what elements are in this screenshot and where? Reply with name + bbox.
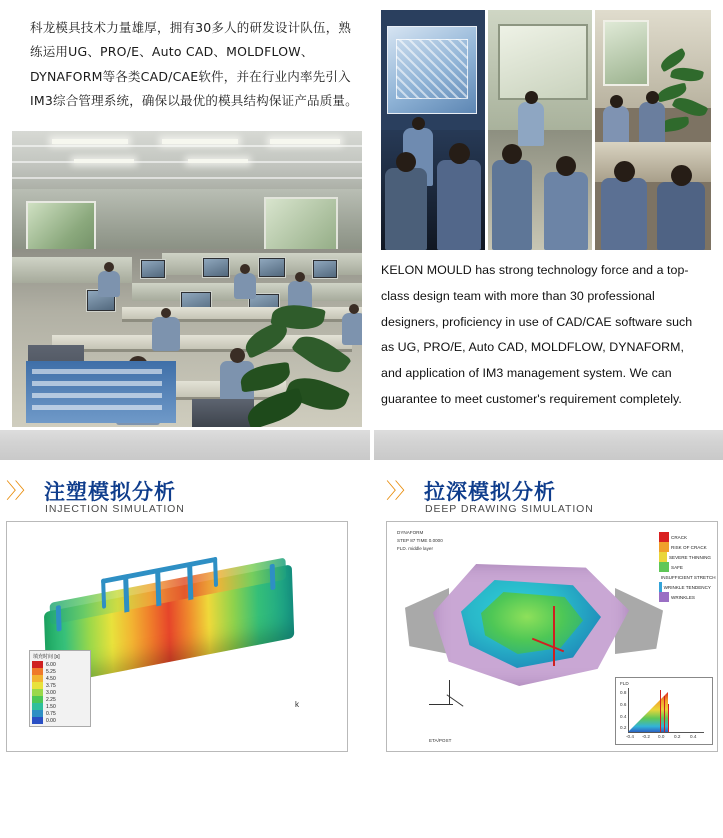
section-heading-injection	[6, 476, 346, 520]
scale-label: CRACK	[671, 534, 688, 540]
legend-value: 2.25	[46, 696, 56, 703]
legend-row	[32, 710, 88, 717]
ceiling-line	[12, 177, 362, 179]
fld-x-tick: 0.4	[690, 734, 697, 739]
intro-paragraph-chinese: 科龙模具技术力量雄厚，拥有30多人的研发设计队伍，熟练运用UG、PRO/E、Auto CAD、MOLDFLOW、DYNAFORM等各类CAD/CAE软件，并在行业内率先引入IM3综合管理系统，确保以最优的模具结构保证产品质量。	[30, 20, 358, 109]
ceiling-light	[270, 139, 340, 144]
scale-row	[659, 582, 711, 592]
section-title-en: DEEP DRAWING SIMULATION	[425, 503, 594, 515]
fld-region	[628, 692, 668, 732]
projection-presentation-photo	[381, 10, 485, 250]
projection-screen	[387, 26, 477, 114]
person	[152, 317, 180, 351]
stacked-documents	[26, 361, 176, 423]
scale-label: RISK OF CRACK	[671, 544, 707, 550]
legend-row	[32, 703, 88, 710]
ceiling-light	[52, 139, 128, 144]
scale-row	[659, 532, 711, 542]
meeting-table	[595, 142, 711, 182]
fill-time-legend	[29, 650, 91, 727]
fld-y-tick: 0.8	[620, 690, 627, 695]
injection-simulation-figure	[6, 521, 348, 752]
fld-x-tick: -0.2	[642, 734, 650, 739]
fld-color-scale	[659, 532, 716, 602]
runner-rail	[213, 557, 218, 588]
scale-row	[659, 572, 716, 582]
side-rail	[56, 605, 62, 632]
header-line-2: STEP 87 TIME 0.0000	[397, 538, 443, 543]
fld-x-tick: -0.4	[626, 734, 634, 739]
fld-data-spike	[668, 704, 669, 732]
fld-x-tick: 0.2	[674, 734, 681, 739]
chevron-right-icon: 〉〉	[386, 479, 414, 503]
monitor	[258, 257, 286, 278]
ceiling-light	[74, 159, 134, 163]
fld-diagram	[615, 677, 713, 745]
legend-row	[32, 668, 88, 675]
crack-indicator	[553, 606, 555, 666]
chevron-right-icon: 〉〉	[6, 479, 34, 503]
section-heading-deep-drawing	[386, 476, 716, 520]
legend-row	[32, 675, 88, 682]
fld-x-tick: 0.0	[658, 734, 665, 739]
coordinate-axis-icon	[429, 680, 471, 722]
legend-value: 3.00	[46, 689, 56, 696]
footer-label: ETA/POST	[429, 738, 452, 743]
ceiling-light	[188, 159, 248, 163]
person	[385, 168, 427, 250]
header-line-1: DYNAFORM	[397, 530, 424, 535]
scale-label: INSUFFICIENT STRETCH	[661, 574, 716, 580]
legend-title: 填充时间 [s]	[33, 654, 60, 660]
divider-band-right	[374, 430, 723, 460]
office-workspace-photo	[12, 131, 362, 427]
fld-title: FLD	[620, 681, 629, 686]
fld-y-tick: 0.2	[620, 725, 627, 730]
legend-value: 1.50	[46, 703, 56, 710]
section-title-cn: 注塑模拟分析	[44, 480, 176, 504]
legend-row	[32, 682, 88, 689]
scale-row	[659, 542, 711, 552]
person-standing	[518, 102, 544, 146]
fld-data-spike	[660, 690, 661, 732]
legend-value: 0.75	[46, 710, 56, 717]
scale-label: WRINKLES	[671, 594, 695, 600]
section-title-en: INJECTION SIMULATION	[45, 503, 185, 515]
deep-drawing-simulation-figure	[386, 521, 718, 752]
fld-y-tick: 0.6	[620, 702, 627, 707]
axis-marker: k	[295, 700, 299, 709]
scale-row	[659, 562, 711, 572]
potted-plant	[238, 287, 358, 427]
person	[492, 160, 532, 250]
scale-row	[659, 552, 711, 562]
monitor	[140, 259, 166, 279]
column-gap	[370, 0, 381, 430]
window	[264, 197, 338, 253]
sprue-post	[123, 578, 129, 613]
legend-row	[32, 661, 88, 668]
training-room-photo	[488, 10, 592, 250]
ceiling-light	[162, 139, 238, 144]
divider-band-left	[0, 430, 370, 460]
monitor	[312, 259, 338, 279]
sprue-post	[187, 565, 193, 600]
person	[437, 160, 481, 250]
header-line-3: FLD. middle layer	[397, 546, 433, 551]
fld-data-spike	[664, 696, 665, 732]
legend-value: 3.75	[46, 682, 56, 689]
scale-label: SEVERE THINNING	[668, 554, 711, 560]
legend-row	[32, 696, 88, 703]
person	[98, 271, 120, 297]
monitor	[202, 257, 230, 278]
sprue-post	[155, 572, 161, 607]
legend-row	[32, 717, 88, 724]
intro-paragraph-english: KELON MOULD has strong technology force and a top-class design team with more than 30 professional designers, proficiency in use of CAD/CAE software such as UG, PRO/E, Auto CAD, MOLDFLOW, DYNAFORM, and application of IM3 management system. We can guarantee to meet customer's requirement completely.	[381, 263, 693, 406]
legend-value: 5.25	[46, 668, 56, 675]
photo-strip	[381, 10, 711, 250]
conference-table-photo	[595, 10, 711, 250]
whiteboard	[498, 24, 588, 100]
scale-row	[659, 592, 711, 602]
legend-row	[32, 689, 88, 696]
person	[601, 178, 647, 250]
section-title-cn: 拉深模拟分析	[424, 480, 556, 504]
ceiling-line	[12, 145, 362, 147]
window	[603, 20, 649, 86]
side-rail	[270, 564, 276, 591]
legend-value: 6.00	[46, 661, 56, 668]
person	[657, 182, 705, 250]
scale-label: WRINKLE TENDENCY	[663, 584, 711, 590]
cad-drawing	[396, 39, 468, 99]
ceiling-line	[12, 161, 362, 163]
legend-value: 0.00	[46, 717, 56, 724]
legend-value: 4.50	[46, 675, 56, 682]
person	[544, 172, 588, 250]
fld-y-tick: 0.4	[620, 714, 627, 719]
scale-label: SAFE	[671, 564, 683, 570]
